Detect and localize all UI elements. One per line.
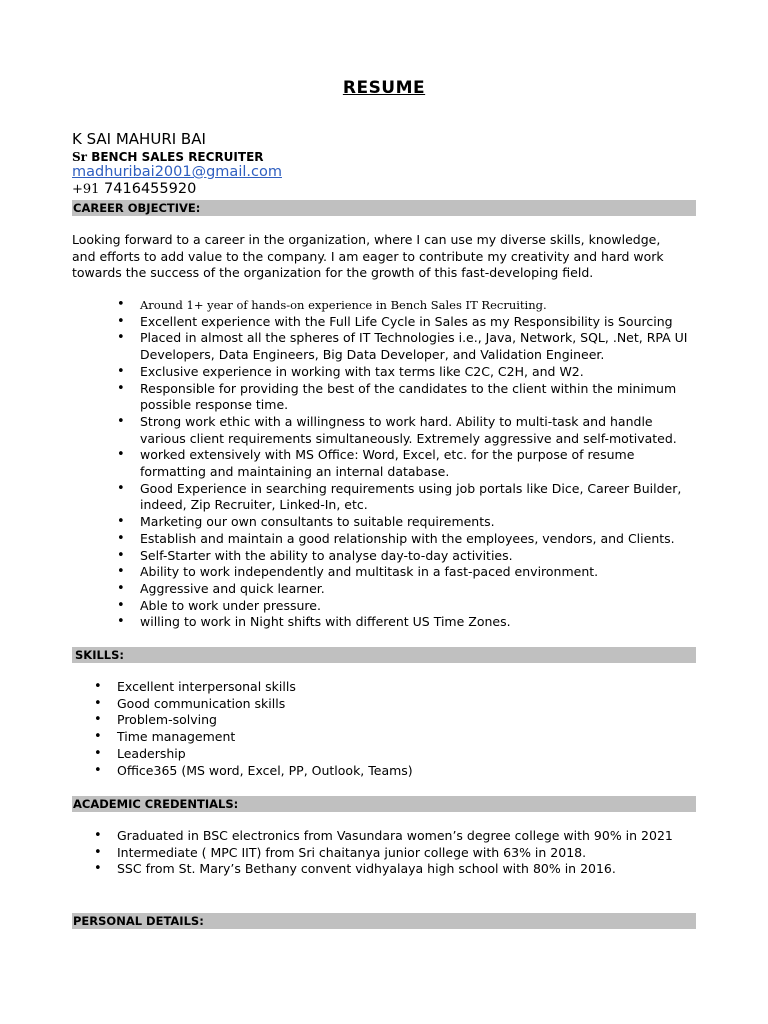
list-item: • Strong work ethic with a willingness to work hard. Ability to multi-task and handle various client requirements simultaneously. Extremely aggressive and self-motivated.	[72, 414, 696, 447]
list-item: • Problem-solving	[72, 712, 696, 729]
career-objective-list	[72, 297, 696, 631]
list-item: • Excellent experience with the Full Life Cycle in Sales as my Responsibility is Sourcing	[72, 314, 696, 331]
role-prefix: Sr	[72, 150, 87, 164]
list-item: • Good Experience in searching requirements using job portals like Dice, Career Builder, indeed, Zip Recruiter, Linked-In, etc.	[72, 481, 696, 514]
list-item: • Ability to work independently and multitask in a fast-paced environment.	[72, 564, 696, 581]
skills-heading: SKILLS:	[72, 647, 696, 663]
resume-title: RESUME	[342, 78, 426, 98]
list-item: • Time management	[72, 729, 696, 746]
list-item: • Self-Starter with the ability to analyse day-to-day activities.	[72, 548, 696, 565]
phone-number	[72, 181, 196, 197]
list-item: • Placed in almost all the spheres of IT Technologies i.e., Java, Network, SQL, .Net, RPA UI Developers, Data Engineers, Big Data Developer, and Validation Engineer.	[72, 330, 696, 363]
list-item: • Responsible for providing the best of the candidates to the client within the minimum possible response time.	[72, 381, 696, 414]
phone-country-code: +91	[72, 182, 100, 197]
skills-list	[72, 679, 696, 779]
academic-list	[72, 828, 696, 878]
role-title: BENCH SALES RECRUITER	[91, 150, 264, 164]
list-item: • Exclusive experience in working with tax terms like C2C, C2H, and W2.	[72, 364, 696, 381]
list-item: • willing to work in Night shifts with different US Time Zones.	[72, 614, 696, 631]
list-item: • Around 1+ year of hands-on experience in Bench Sales IT Recruiting.	[72, 297, 696, 314]
list-item: • SSC from St. Mary’s Bethany convent vidhyalaya high school with 80% in 2016.	[72, 861, 696, 878]
list-item: • Aggressive and quick learner.	[72, 581, 696, 598]
list-item: • Office365 (MS word, Excel, PP, Outlook, Teams)	[72, 763, 696, 780]
candidate-role	[72, 150, 264, 164]
list-item: • Marketing our own consultants to suitable requirements.	[72, 514, 696, 531]
email-link[interactable]: madhuribai2001@gmail.com	[72, 164, 282, 180]
career-objective-heading: CAREER OBJECTIVE:	[72, 200, 696, 216]
career-objective-paragraph: Looking forward to a career in the organization, where I can use my diverse skills, knowledge, and efforts to add value to the company. I am eager to contribute my creativity and hard work towards the success of the organization for the growth of this fast-developing field.	[72, 232, 664, 281]
list-item: • Leadership	[72, 746, 696, 763]
list-item: • Establish and maintain a good relationship with the employees, vendors, and Clients.	[72, 531, 696, 548]
candidate-name: K SAI MAHURI BAI	[72, 130, 206, 148]
list-item: • Able to work under pressure.	[72, 598, 696, 615]
list-item: • Intermediate ( MPC IIT) from Sri chaitanya junior college with 63% in 2018.	[72, 845, 696, 862]
phone-digits: 7416455920	[104, 181, 197, 197]
academic-heading: ACADEMIC CREDENTIALS:	[72, 796, 696, 812]
list-item: • Excellent interpersonal skills	[72, 679, 696, 696]
list-item: • Good communication skills	[72, 696, 696, 713]
personal-details-heading: PERSONAL DETAILS:	[72, 913, 696, 929]
list-item: • worked extensively with MS Office: Word, Excel, etc. for the purpose of resume formatting and maintaining an internal database.	[72, 447, 696, 480]
list-item: • Graduated in BSC electronics from Vasundara women’s degree college with 90% in 2021	[72, 828, 696, 845]
